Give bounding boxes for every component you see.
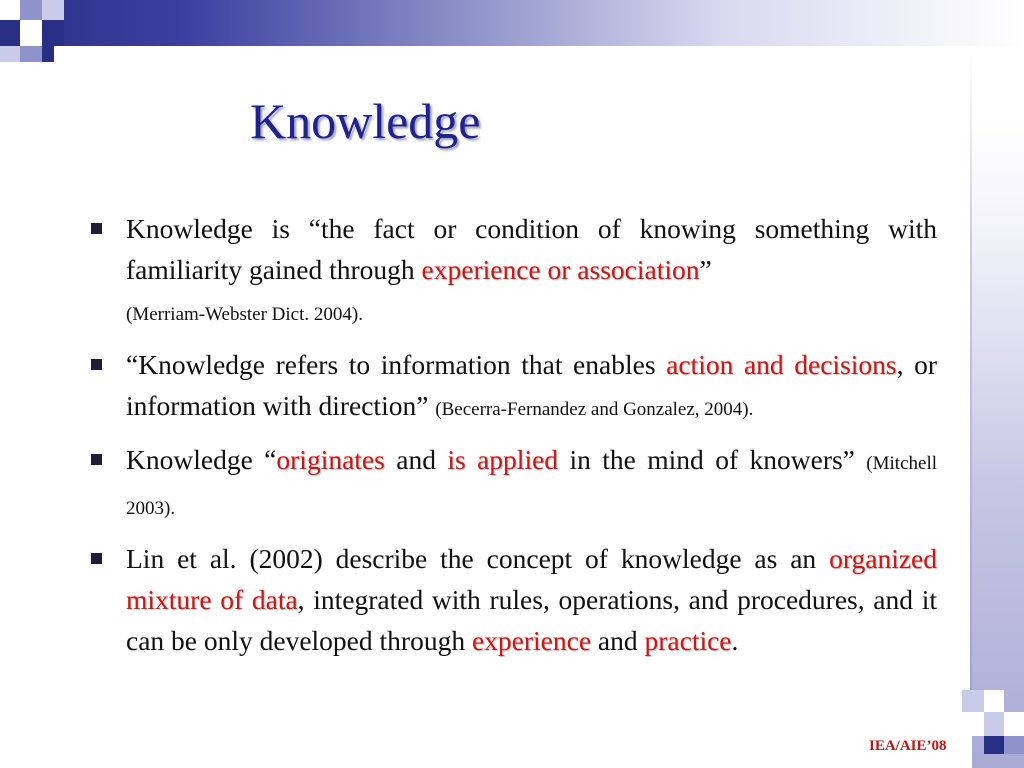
bullet-text: and [591, 625, 645, 656]
square-bullet-icon [91, 359, 102, 370]
bullet-list [85, 208, 937, 670]
bullet-item [85, 208, 937, 335]
decor-square [962, 690, 984, 712]
decor-square [1004, 736, 1024, 754]
decor-square [20, 20, 42, 46]
decor-square [984, 736, 1004, 754]
decor-square [962, 712, 984, 736]
highlighted-phrase: action and decisions [666, 349, 897, 380]
decor-square [0, 20, 20, 46]
top-gradient-band [0, 0, 1024, 46]
bullet-text: and [384, 444, 448, 475]
highlighted-phrase: originates [276, 444, 385, 475]
decor-square [0, 46, 20, 62]
bullet-item [85, 344, 937, 430]
bullet-text: “Knowledge refers to information that enables [126, 349, 667, 380]
square-bullet-icon [91, 223, 102, 234]
highlighted-phrase: experience or association [421, 254, 700, 285]
decor-square [1004, 712, 1024, 736]
decor-square [20, 0, 42, 20]
highlighted-phrase: organized mixture of data [126, 543, 937, 615]
decor-square [984, 690, 1004, 712]
decor-square [0, 0, 20, 20]
bullet-text: Knowledge “ [126, 444, 277, 475]
footer-label: IEA/AIE’08 [869, 738, 947, 754]
citation: (Becerra-Fernandez and Gonzalez, 2004). [435, 399, 754, 420]
square-bullet-icon [91, 454, 102, 465]
bullet-item [85, 538, 937, 661]
bullet-text: . [731, 625, 739, 656]
decor-square [984, 712, 1004, 736]
right-gradient-band [972, 46, 1024, 768]
bullet-text: in the mind of knowers” [558, 444, 867, 475]
slide-title: Knowledge [250, 93, 481, 149]
bullet-text: ” [699, 254, 712, 285]
decor-square [20, 46, 42, 62]
square-bullet-icon [91, 553, 102, 564]
bullet-text: , or information with direction” [126, 349, 937, 421]
bullet-text: Lin et al. (2002) describe the concept of knowledge as an [126, 543, 830, 574]
decor-square [42, 0, 64, 20]
right-divider-line [970, 52, 972, 692]
highlighted-phrase: is applied [447, 444, 559, 475]
citation: (Merriam-Webster Dict. 2004). [126, 304, 363, 325]
decor-square [42, 20, 64, 46]
bullet-text: Knowledge is “the fact or condition of knowing something with familiarity gained through [126, 213, 937, 285]
highlighted-phrase: experience [471, 625, 592, 656]
decor-square [42, 46, 54, 62]
highlighted-phrase: practice [644, 625, 732, 656]
bullet-text: , integrated with rules, operations, and procedures, and it can be only developed through [126, 584, 938, 656]
citation: (Mitchell 2003). [126, 453, 937, 519]
bullet-item [85, 439, 937, 529]
